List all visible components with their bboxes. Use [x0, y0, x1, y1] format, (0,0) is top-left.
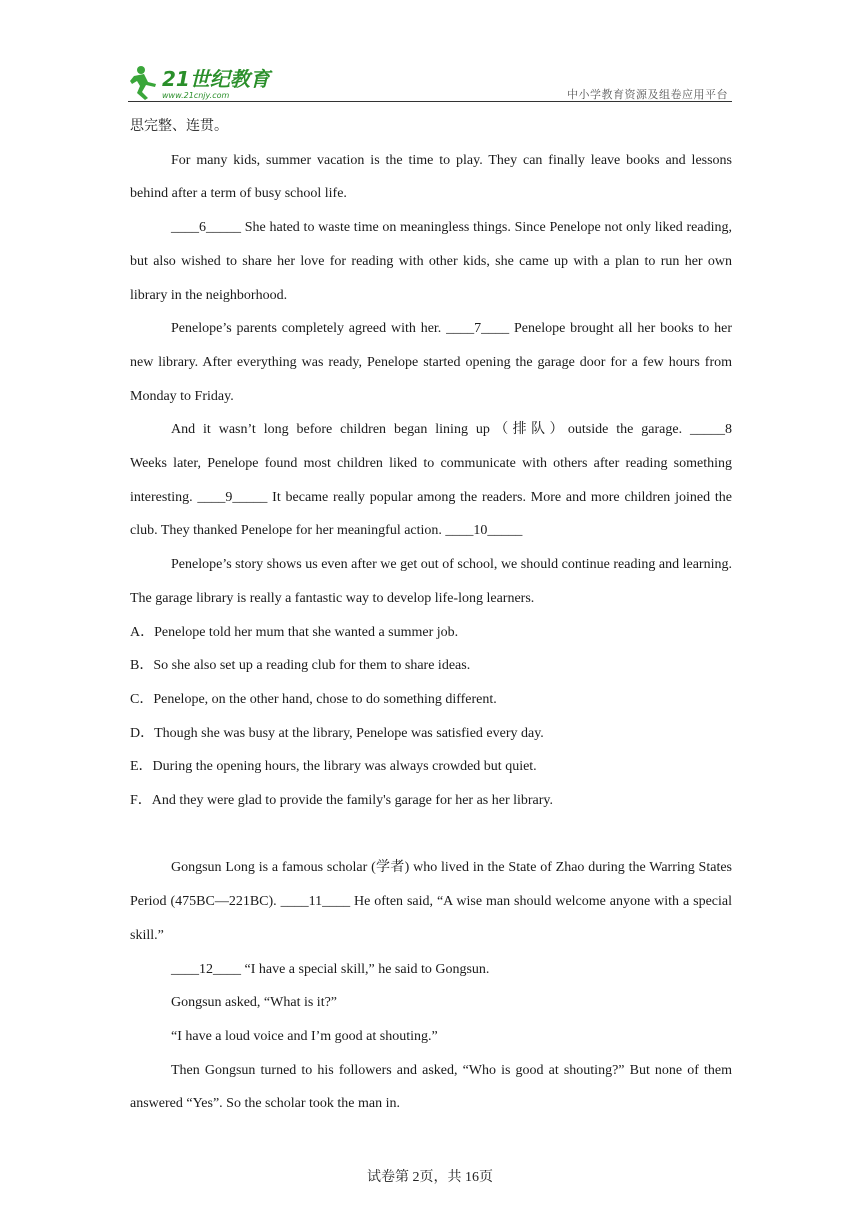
page-header [128, 62, 732, 102]
header-platform-text: 中小学教育资源及组卷应用平台 [567, 88, 728, 101]
option-d: D．Though she was busy at the library, Penelope was satisfied every day. [130, 725, 544, 741]
blank-12[interactable]: ____12____ [171, 961, 241, 977]
passage2-paragraph-5: Then Gongsun turned to his followers and asked, “Who is good at shouting?” But none of them answered “Yes”. So the scholar took the man in. [130, 1062, 732, 1112]
passage1-paragraph-5: Penelope’s story shows us even after we get out of school, we should continue reading and learning. The garage library is really a fantastic way to develop life-long learners. [130, 557, 732, 606]
blank-11[interactable]: ____11____ [280, 894, 351, 910]
passage1-paragraph-1: For many kids, summer vacation is the time to play. They can finally leave books and lessons behind after a term of busy school life. [130, 152, 732, 202]
option-a: A．Penelope told her mum that she wanted a summer job. [130, 624, 459, 640]
blank-6[interactable]: ____6_____ [171, 220, 241, 236]
passage1-paragraph-3: Penelope’s parents completely agreed with her. ____7____ Penelope brought all her books to her new library. After everything was ready, Penelope started opening the garage door for a few hours from Monday to Friday. [130, 321, 732, 404]
passage2-paragraph-4: “I have a loud voice and I’m good at shouting.” [171, 1028, 438, 1044]
blank-9[interactable]: ____9_____ [197, 489, 268, 505]
passage2-paragraph-1: Gongsun Long is a famous scholar (学者) who lived in the State of Zhao during the Warring States Period (475BC—221BC). ____11____ He often said, “A wise man should welcome anyone with a special skill.” [130, 860, 732, 943]
option-c: C．Penelope, on the other hand, chose to do something different. [130, 691, 497, 707]
passage2-paragraph-2: ____12____ “I have a special skill,” he said to Gongsun. [171, 961, 490, 977]
option-f: F．And they were glad to provide the family's garage for her as her library. [130, 793, 554, 809]
option-e: E．During the opening hours, the library was always crowded but quiet. [130, 759, 537, 775]
blank-8[interactable]: _____8 [690, 422, 732, 438]
runner-logo-icon [128, 62, 278, 102]
passage2-paragraph-3: Gongsun asked, “What is it?” [171, 995, 338, 1011]
page-footer: 试卷第 2页，共 16页 [367, 1170, 493, 1185]
passage1-paragraph-4-rest: Weeks later, Penelope found most children liked to communicate with others after reading something interesting. ____9_____ It became really popular among the readers. More and more children joined the club. They thanked Penelope for her meaningful action. ____10_____ [130, 456, 732, 539]
logo-url: www.21cnjy.com [162, 91, 230, 100]
logo-text: 21世纪教育 [162, 67, 270, 91]
carry-over-line: 思完整、连贯。 [130, 119, 228, 134]
blank-10[interactable]: ____10_____ [445, 523, 523, 539]
logo [128, 62, 278, 102]
passage1-paragraph-4-line: And it wasn’t long before children began lining up（排队）outside the garage. _____8 [171, 422, 732, 438]
passage1-paragraph-2: ____6_____ She hated to waste time on meaningless things. Since Penelope not only liked reading, but also wished to share her love for reading with other kids, she came up with a plan to run her own library in the neighborhood. [130, 220, 732, 303]
document-body [130, 110, 732, 1121]
header-divider [128, 101, 732, 102]
section-gap [130, 818, 732, 852]
option-b: B．So she also set up a reading club for them to share ideas. [130, 658, 471, 674]
blank-7[interactable]: ____7____ [446, 321, 510, 337]
